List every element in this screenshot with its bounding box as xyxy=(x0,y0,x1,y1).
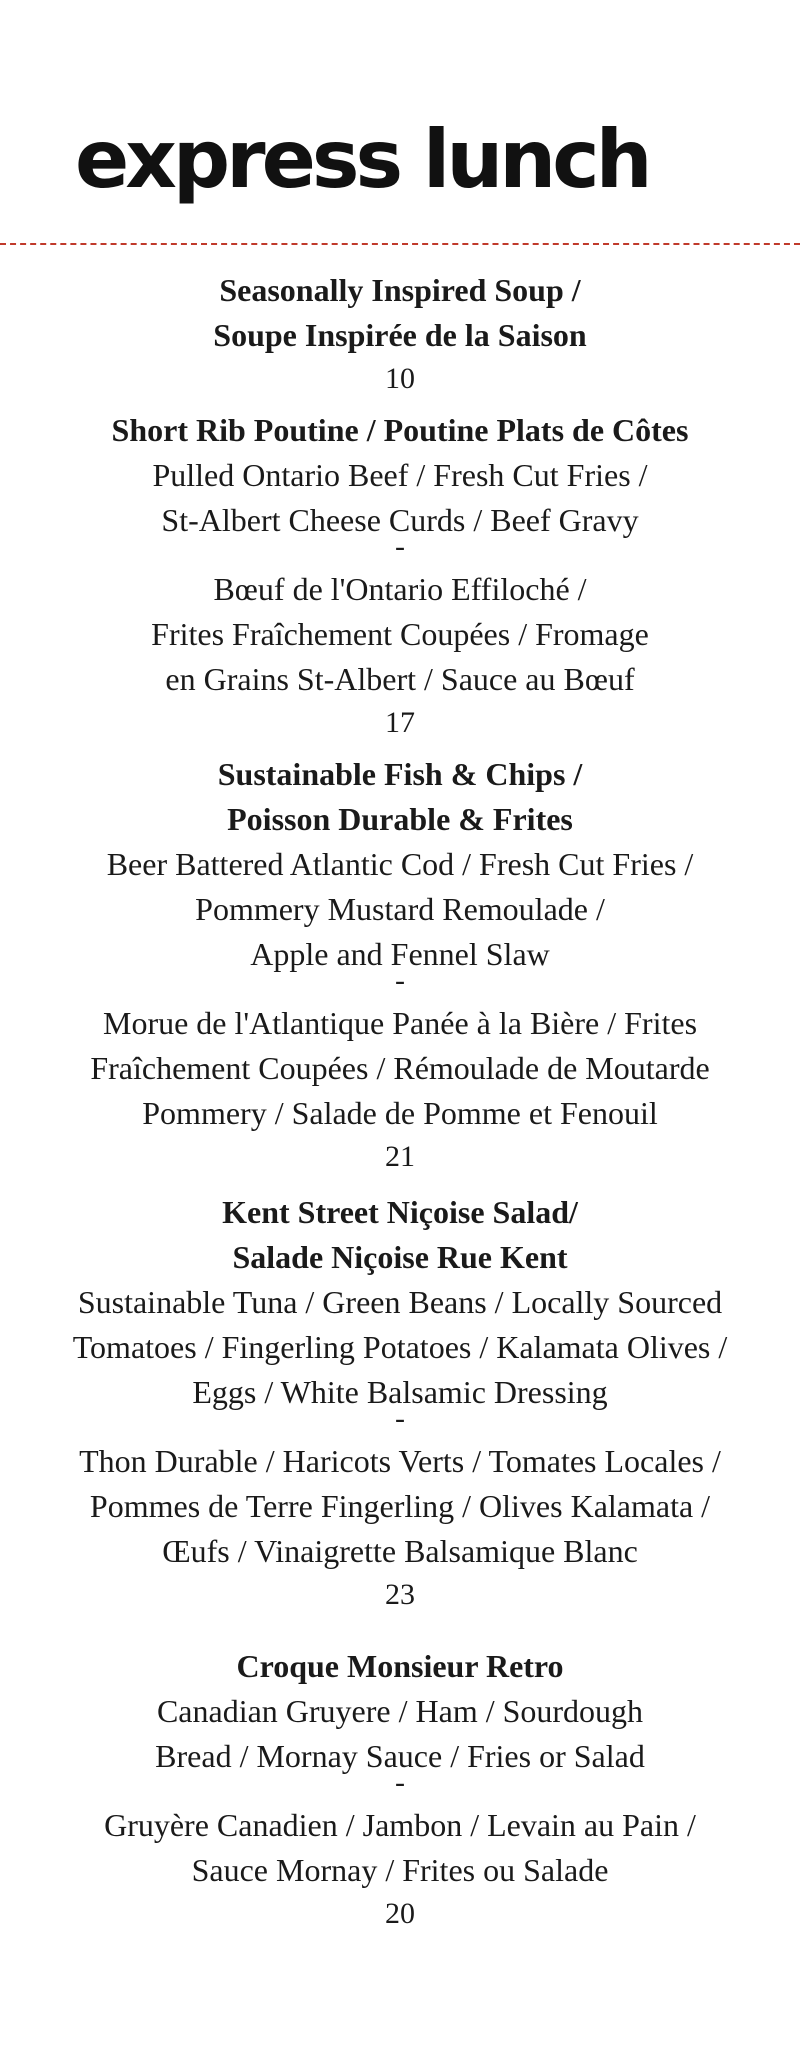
item-name-line: Salade Niçoise Rue Kent xyxy=(232,1239,568,1275)
language-separator: - xyxy=(395,530,405,563)
item-name xyxy=(0,1644,800,1689)
description-line: Morue de l'Atlantique Panée à la Bière / Frites xyxy=(102,1005,698,1041)
item-price: 17 xyxy=(385,706,415,739)
description-line: Pulled Ontario Beef / Fresh Cut Fries / xyxy=(152,457,648,493)
item-name xyxy=(0,752,800,842)
description-line: Beer Battered Atlantic Cod / Fresh Cut Fries / xyxy=(106,846,694,882)
item-name-line: Poisson Durable & Frites xyxy=(227,801,573,837)
item-description-fr xyxy=(0,1803,800,1893)
item-name xyxy=(0,1190,800,1280)
divider-rule xyxy=(0,243,800,245)
item-price: 20 xyxy=(385,1897,415,1930)
item-name-line: Soupe Inspirée de la Saison xyxy=(213,317,587,353)
description-line: Fraîchement Coupées / Rémoulade de Moutarde xyxy=(90,1050,710,1086)
description-line: Pommery Mustard Remoulade / xyxy=(195,891,605,927)
language-separator: - xyxy=(395,1766,405,1799)
item-name-line: Seasonally Inspired Soup / xyxy=(219,272,581,308)
menu-item-soup xyxy=(0,268,800,400)
language-separator: - xyxy=(395,1402,405,1435)
description-line: Pommery / Salade de Pomme et Fenouil xyxy=(142,1095,658,1131)
menu-item-fish-chips xyxy=(0,752,800,1178)
item-price: 23 xyxy=(385,1578,415,1611)
item-price: 10 xyxy=(385,362,415,395)
description-line: Eggs / White Balsamic Dressing xyxy=(192,1374,608,1410)
item-description-fr xyxy=(0,1439,800,1574)
item-name xyxy=(0,408,800,453)
menu-item-poutine xyxy=(0,408,800,744)
description-line: Apple and Fennel Slaw xyxy=(250,936,550,972)
item-description-fr xyxy=(0,1001,800,1136)
item-description-fr xyxy=(0,567,800,702)
item-name-line: Kent Street Niçoise Salad/ xyxy=(222,1194,578,1230)
language-separator: - xyxy=(395,964,405,997)
item-name-line: Croque Monsieur Retro xyxy=(236,1648,564,1684)
item-description-en xyxy=(0,1280,800,1415)
description-line: Bread / Mornay Sauce / Fries or Salad xyxy=(155,1738,645,1774)
description-line: Sustainable Tuna / Green Beans / Locally Sourced xyxy=(77,1284,723,1320)
description-line: Frites Fraîchement Coupées / Fromage xyxy=(151,616,649,652)
description-line: Tomatoes / Fingerling Potatoes / Kalamata Olives / xyxy=(72,1329,728,1365)
description-line: St-Albert Cheese Curds / Beef Gravy xyxy=(161,502,639,538)
item-description-en xyxy=(0,842,800,977)
description-line: Œufs / Vinaigrette Balsamique Blanc xyxy=(162,1533,638,1569)
description-line: Pommes de Terre Fingerling / Olives Kalamata / xyxy=(89,1488,711,1524)
description-line: en Grains St-Albert / Sauce au Bœuf xyxy=(165,661,635,697)
menu-item-nicoise-salad xyxy=(0,1190,800,1616)
menu-item-croque-monsieur xyxy=(0,1644,800,1935)
item-price: 21 xyxy=(385,1140,415,1173)
item-name xyxy=(0,268,800,358)
menu-list xyxy=(0,268,800,1935)
item-name-line: Sustainable Fish & Chips / xyxy=(217,756,583,792)
item-name-line: Short Rib Poutine / Poutine Plats de Côtes xyxy=(111,412,689,448)
description-line: Thon Durable / Haricots Verts / Tomates Locales / xyxy=(79,1443,721,1479)
description-line: Bœuf de l'Ontario Effiloché / xyxy=(213,571,587,607)
description-line: Canadian Gruyere / Ham / Sourdough xyxy=(156,1693,644,1729)
description-line: Gruyère Canadien / Jambon / Levain au Pain / xyxy=(104,1807,696,1843)
description-line: Sauce Mornay / Frites ou Salade xyxy=(191,1852,609,1888)
menu-title: express lunch xyxy=(75,113,649,206)
